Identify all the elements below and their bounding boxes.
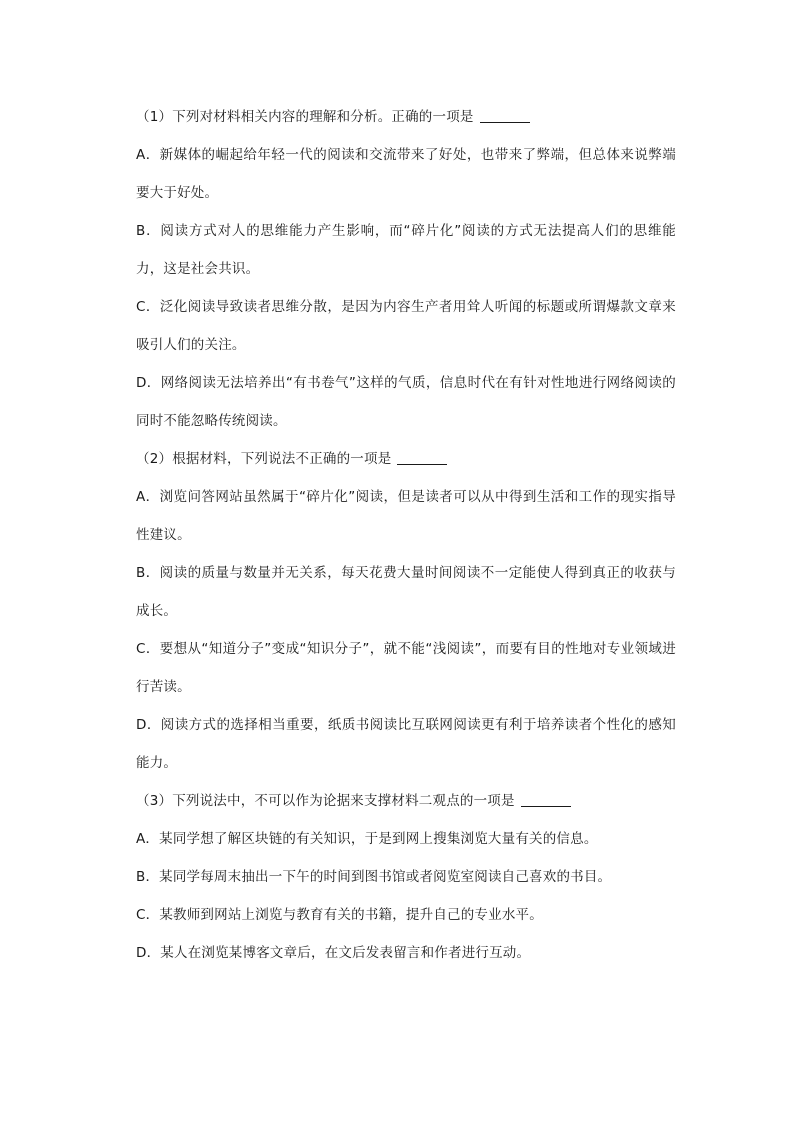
- question-content: [136, 98, 676, 972]
- question-3-option-a: A．某同学想了解区块链的有关知识，于是到网上搜集浏览大量有关的信息。: [136, 831, 598, 847]
- question-1-option-d: D．网络阅读无法培养出“有书卷气”这样的气质，信息时代在有针对性地进行网络阅读的同时不能忽略传统阅读。: [136, 375, 676, 429]
- question-2-option-a: A．浏览问答网站虽然属于“碎片化”阅读，但是读者可以从中得到生活和工作的现实指导性建议。: [136, 489, 676, 543]
- question-2-option-b: B．阅读的质量与数量并无关系，每天花费大量时间阅读不一定能使人得到真正的收获与成长。: [136, 565, 676, 619]
- question-2-option-d: D．阅读方式的选择相当重要，纸质书阅读比互联网阅读更有利于培养读者个性化的感知能力。: [136, 717, 676, 771]
- answer-blank-1: [480, 108, 530, 123]
- question-1-option-c: C．泛化阅读导致读者思维分散，是因为内容生产者用耸人听闻的标题或所谓爆款文章来吸引人们的关注。: [136, 299, 676, 353]
- question-2-option-c: C．要想从“知道分子”变成“知识分子”，就不能“浅阅读”，而要有目的性地对专业领域进行苦读。: [136, 641, 676, 695]
- question-3-stem-text: （3）下列说法中，不可以作为论据来支撑材料二观点的一项是: [136, 793, 515, 809]
- question-2-stem-text: （2）根据材料，下列说法不正确的一项是: [136, 451, 392, 467]
- question-1-stem: [136, 98, 676, 136]
- answer-blank-2: [397, 450, 447, 465]
- question-1-option-a: A．新媒体的崛起给年轻一代的阅读和交流带来了好处，也带来了弊端，但总体来说弊端要大于好处。: [136, 147, 676, 201]
- question-3-option-b: B．某同学每周末抽出一下午的时间到图书馆或者阅览室阅读自己喜欢的书目。: [136, 869, 612, 885]
- question-2-stem: [136, 440, 676, 478]
- question-1-stem-text: （1）下列对材料相关内容的理解和分析。正确的一项是: [136, 109, 474, 125]
- answer-blank-3: [521, 792, 571, 807]
- question-3-option-c: C．某教师到网站上浏览与教育有关的书籍，提升自己的专业水平。: [136, 907, 543, 923]
- question-1-option-b: B．阅读方式对人的思维能力产生影响，而“碎片化”阅读的方式无法提高人们的思维能力，这是社会共识。: [136, 223, 676, 277]
- question-3-option-d: D．某人在浏览某博客文章后，在文后发表留言和作者进行互动。: [136, 945, 531, 961]
- question-3-stem: [136, 782, 676, 820]
